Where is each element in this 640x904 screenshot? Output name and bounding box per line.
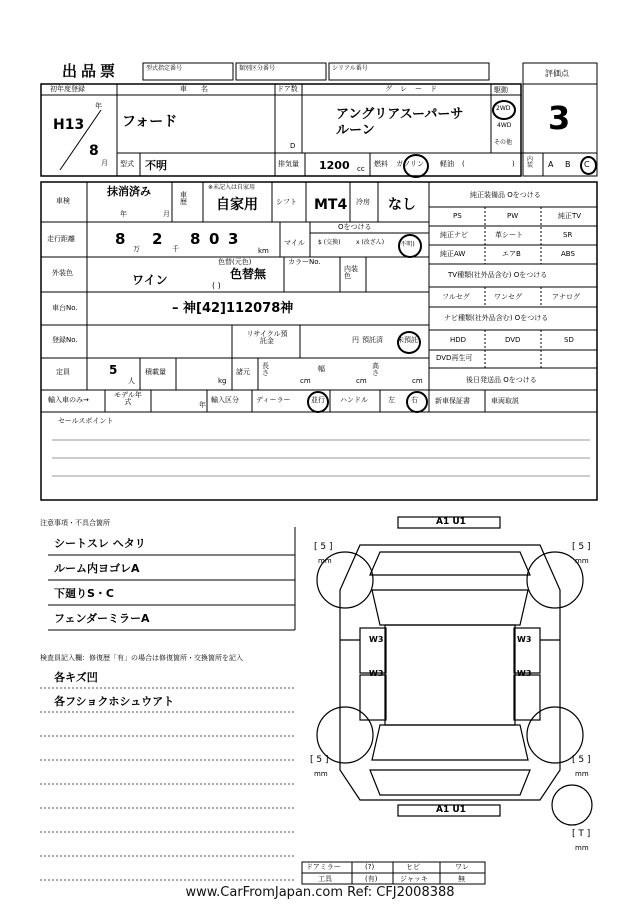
- first-reg-year: H13: [53, 117, 85, 133]
- oem-navi: 純正ナビ: [440, 231, 468, 239]
- car-name-label: 車名: [180, 85, 222, 93]
- shift-value: MT4: [314, 197, 348, 213]
- tread-rr: [ 5 ]: [572, 755, 591, 765]
- handle-right: 右: [411, 396, 418, 404]
- shift-label: シフト: [276, 198, 297, 206]
- exterior-color-value: ワイン: [132, 273, 168, 287]
- import-parallel-circle: [307, 391, 329, 413]
- color-no-label: カラーNo.: [288, 258, 321, 266]
- load-label: 積載量: [145, 368, 166, 376]
- ac-value: なし: [388, 197, 416, 213]
- fuel-gasoline: ガソリン: [396, 160, 424, 168]
- fuel-label: 燃料: [374, 160, 388, 168]
- interior-label: 内装: [527, 156, 534, 169]
- interior-a: A: [548, 160, 554, 169]
- car-diagram: [317, 517, 592, 825]
- capacity-value: 5: [109, 363, 118, 377]
- drive-2wd-circle: [492, 100, 516, 120]
- reg-no-label: 登録No.: [52, 336, 78, 344]
- recycle-unit: 円: [352, 336, 359, 344]
- repaint-value: 色替無: [230, 267, 267, 281]
- car-name-value: フォード: [122, 114, 178, 130]
- tread-spare-unit: mm: [575, 844, 589, 852]
- chassis-label: 車台No.: [52, 304, 78, 312]
- mileage-km: km: [258, 247, 269, 255]
- grade-score-value: 3: [548, 99, 571, 137]
- dims-height: 高さ: [372, 362, 379, 377]
- handle-right-circle: [406, 391, 428, 413]
- tools-label: 工具: [318, 875, 332, 883]
- grade-label: グレード: [385, 85, 445, 93]
- mileage-unit-sen: 千: [172, 245, 179, 253]
- recycle-status: 預託済: [362, 336, 383, 344]
- drive-4wd: 4WD: [497, 122, 512, 129]
- mileage-digit-1: 8: [115, 230, 126, 248]
- recycle-status-unpaid: 未預託: [397, 336, 418, 344]
- interior-color-label: 内装色: [344, 265, 358, 280]
- mile-label: マイル: [284, 239, 305, 247]
- mileage-digit-5: 3: [228, 230, 239, 248]
- caution-line-1: シートスレ ヘタリ: [54, 537, 146, 550]
- grade-line2: ルーン: [336, 123, 375, 138]
- fuel-other-close: ): [512, 160, 515, 168]
- tv-header: TV種類(社外品含む) Oをつける: [448, 271, 548, 279]
- tread-fr: [ 5 ]: [572, 542, 591, 552]
- model-year-unit: 年: [199, 401, 206, 409]
- drive-2wd: 2WD: [496, 105, 511, 112]
- ac-label: 冷房: [356, 198, 370, 206]
- inspection-label: 車検: [56, 197, 70, 205]
- break-label: ワレ: [455, 863, 469, 871]
- mark-w3-1: W3: [369, 635, 384, 644]
- navi-sd: SD: [564, 336, 574, 344]
- tread-fl-unit: mm: [318, 557, 332, 565]
- dims-unit-3: cm: [412, 377, 423, 385]
- mile-note: Oをつける: [338, 223, 372, 231]
- displacement-unit: cc: [357, 165, 365, 173]
- diagram-top-label: A1 U1: [436, 517, 466, 527]
- drive-label: 駆動: [494, 86, 508, 94]
- history-note: ※未記入は自家用: [208, 184, 256, 191]
- tread-spare: [ T ]: [572, 829, 591, 839]
- mark-w3-2: W3: [369, 669, 384, 678]
- interior-c-circle: [580, 156, 597, 175]
- oem-tv: 純正TV: [558, 212, 582, 220]
- tools-mark: (有): [365, 875, 378, 883]
- tv-analog: アナログ: [552, 293, 580, 301]
- dims-width: 幅: [318, 365, 325, 373]
- jack-value: 無: [458, 875, 465, 883]
- watermark: www.CarFromJapan.com Ref: CFJ2008388: [185, 885, 455, 900]
- navi-header: ナビ種類(社外品含む) Oをつける: [444, 314, 549, 322]
- mileage-label: 走行距離: [47, 235, 75, 243]
- model-year-label: モデル年式: [114, 391, 142, 406]
- repaint-label: 色替(元色): [218, 258, 252, 266]
- inspection-value: 抹消済み: [107, 185, 151, 198]
- dims-length: 長さ: [262, 362, 269, 377]
- navi-hdd: HDD: [450, 336, 467, 344]
- tread-fl: [ 5 ]: [314, 542, 333, 552]
- oem-pw: PW: [507, 212, 519, 220]
- displacement-label: 排気量: [278, 160, 299, 168]
- handle-label: ハンドル: [340, 396, 368, 404]
- grade-score-label: 評価点: [545, 69, 569, 78]
- aftermarket-header: 後日発送品 Oをつける: [466, 376, 537, 384]
- grade-line1: アングリアスーパーサ: [336, 107, 464, 122]
- caution-line-3: 下廻りS・C: [54, 587, 114, 600]
- fuel-other-open: (: [462, 160, 465, 168]
- inspection-month: 月: [163, 210, 170, 218]
- door-mirror-label: ドアミラー: [306, 863, 341, 871]
- tv-fullseg: フルセグ: [442, 293, 470, 301]
- displacement-value: 1200: [319, 159, 350, 172]
- tread-fr-unit: mm: [575, 557, 589, 565]
- mark-w3-3: W3: [517, 635, 532, 644]
- dims-unit-1: cm: [300, 377, 311, 385]
- inspector-label: 検査員記入欄：修復歴「有」の場合は修復箇所・交換箇所を記入: [40, 654, 243, 662]
- import-dealer: ディーラー: [256, 396, 291, 404]
- model-label: 型式: [120, 160, 134, 168]
- interior-b: B: [565, 160, 571, 169]
- mileage-digit-2: 2: [152, 230, 163, 248]
- tread-rl-unit: mm: [314, 770, 328, 778]
- mile-option-altered: x (改ざん): [356, 239, 385, 246]
- import-cat-label: 輸入区分: [211, 396, 239, 404]
- tread-rl: [ 5 ]: [310, 755, 329, 765]
- capacity-label: 定員: [56, 368, 70, 376]
- repaint-paren: ( ): [212, 281, 221, 290]
- doors-label: ドア数: [277, 85, 298, 93]
- model-value: 不明: [145, 159, 167, 172]
- mileage-unit-man: 万: [133, 245, 140, 253]
- oem-header: 純正装備品 Oをつける: [470, 191, 541, 199]
- first-reg-month: 8: [89, 143, 99, 159]
- year-unit: 年: [95, 102, 102, 110]
- recycle-label: リサイクル預託金: [246, 330, 288, 345]
- import-parallel: 並行: [311, 396, 325, 404]
- caution-label: 注意事項・不具合箇所: [40, 519, 110, 527]
- crack-label: ヒビ: [406, 863, 420, 871]
- oem-sr: SR: [563, 231, 573, 239]
- oem-airbag: エアB: [502, 250, 521, 258]
- inspector-line-2: 各フショクホシュウアト: [54, 695, 175, 708]
- drive-other: その他: [494, 139, 513, 146]
- mileage-digit-3: 8: [190, 230, 201, 248]
- oem-aw: 純正AW: [440, 250, 466, 258]
- doors-unit: D: [290, 142, 296, 150]
- inspector-line-1: 各キズ凹: [54, 671, 98, 684]
- aftermarket-warranty: 新車保証書: [435, 397, 470, 405]
- mile-unknown-circle: [398, 234, 422, 258]
- load-unit: kg: [218, 377, 227, 385]
- history-value: 自家用: [216, 197, 258, 213]
- tv-oneseg: ワンセグ: [494, 293, 522, 301]
- diagram-bottom-label: A1 U1: [436, 805, 466, 815]
- mark-w3-4: W3: [517, 669, 532, 678]
- interior-c: C: [584, 160, 590, 169]
- oem-abs: ABS: [561, 250, 575, 258]
- caution-line-4: フェンダーミラーA: [54, 612, 150, 625]
- history-label: 車歴: [180, 191, 187, 206]
- recycle-circle: [397, 331, 421, 354]
- first-reg-label: 初年度登録: [50, 85, 85, 93]
- caution-line-2: ルーム内ヨゴレA: [54, 562, 140, 575]
- inspection-year: 年: [120, 210, 127, 218]
- dims-unit-2: cm: [356, 377, 367, 385]
- oem-leather: 革シート: [495, 231, 523, 239]
- exterior-color-label: 外装色: [52, 269, 73, 277]
- type-spec-label: 型式指定番号: [146, 65, 183, 72]
- navi-dvd: DVD: [505, 336, 521, 344]
- sheet-title: 出品票: [62, 62, 120, 80]
- chassis-value: – 神[42]112078神: [172, 301, 294, 316]
- mile-option-unknown: (不明): [398, 241, 415, 248]
- mileage-digit-4: 0: [209, 230, 220, 248]
- fuel-diesel: 軽油: [440, 160, 454, 168]
- capacity-unit: 人: [128, 377, 135, 385]
- jack-label: ジャッキ: [400, 875, 428, 883]
- dvd-label: DVD再生可: [436, 354, 473, 362]
- mile-option-exchange: $ (交換): [318, 239, 341, 246]
- fuel-gasoline-circle: [403, 154, 429, 178]
- dims-label: 諸元: [236, 368, 250, 376]
- class-label: 類別区分番号: [239, 65, 276, 72]
- aftermarket-manual: 車両取説: [491, 397, 519, 405]
- month-unit: 月: [101, 159, 108, 167]
- serial-label: シリアル番号: [332, 65, 368, 72]
- import-label: 輸入車のみ→: [48, 396, 89, 404]
- sales-point-label: セールスポイント: [58, 417, 114, 425]
- oem-ps: PS: [453, 212, 462, 220]
- tread-rr-unit: mm: [575, 770, 589, 778]
- door-mirror-mark: (?): [365, 863, 375, 871]
- handle-left: 左: [388, 396, 395, 404]
